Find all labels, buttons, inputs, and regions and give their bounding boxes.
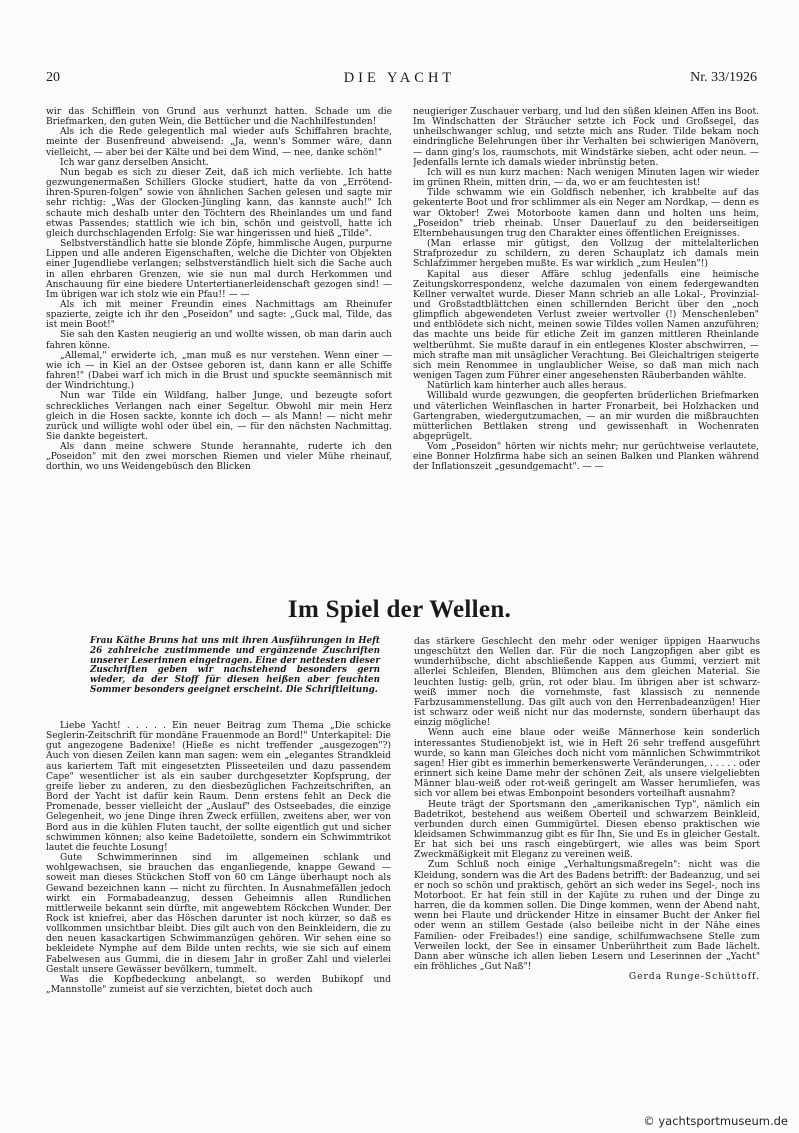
- paragraph: „Allemal," erwiderte ich, „man muß es nur verstehen. Wenn einer — wie ich — in Kiel an der Ostsee geboren ist, dann kann er alle Schiffe fahren!" (Dabei warf ich mich in die Brust und spuckte seemännisch mit der Windrichtung.): [46, 350, 392, 392]
- paragraph: wir das Schifflein von Grund aus verhunzt hatten. Schade um die Briefmarken, den guten Wein, die Bettücher und die Nachhilfestunden!: [46, 107, 392, 128]
- paragraph: Als ich mit meiner Freundin eines Nachmittags am Rheinufer spazierte, zeigte ich ihr den „Poseidon" und sagte: „Guck mal, Tilde, das ist mein Boot!": [46, 299, 392, 331]
- article-headline: Im Spiel der Wellen.: [287, 596, 512, 623]
- author-signature: Gerda Runge-Schüttoff.: [628, 972, 760, 983]
- paragraph: Vom „Poseidon" hörten wir nichts mehr; nur gerüchtweise verlautete, eine Bonner Holzfirma habe sich an seinen Balken und Planken während der Inflationszeit „gesundgemacht". — —: [413, 442, 759, 473]
- paragraph: Willibald wurde gezwungen, die geopferten brüderlichen Briefmarken und väterlichen Weinflaschen in harter Fronarbeit, bei Holzhacken und Gartengraben, wiedergutzumachen, — an mir wurden die mißbrauchten mütterlichen Bettlaken streng und gewissenhaft in Wochenraten abgeprügelt.: [413, 391, 759, 442]
- magazine-title: DIE YACHT: [343, 70, 456, 86]
- paragraph: Selbstverständlich hatte sie blonde Zöpfe, himmlische Augen, purpurne Lippen und alle anderen Eigenschaften, welche die Dichter von Objekten einer Jugendliebe verlangen; selbstverständlich hielt sich die Sache auch in allen ehrbaren Grenzen, wie sie nun mal durch Herkommen und Anschauung für eine biedere Untertertianerleidenschaft gezogen sind! — Im übrigen war ich stolz wie ein Pfau!! — —: [46, 239, 392, 300]
- story-column-left: [46, 107, 392, 567]
- paragraph: Ich will es nun kurz machen: Nach wenigen Minuten lagen wir wieder im grünen Rhein, mitten drin, — da, wo er am feuchtesten ist!: [413, 167, 759, 189]
- paragraph: Natürlich kam hinterher auch alles heraus.: [427, 381, 627, 392]
- paragraph: Nun war Tilde ein Wildfang, halber Junge, und bezeugte sofort schreckliches Verlangen nach einer Segeltur. Obwohl mir mein Herz gleich in die Hosen sackte, konnte ich doch — als Mann! — nicht mehr zurück und willigte wohl oder übel ein, — für den nächsten Nachmittag. Sie dankte begeistert.: [46, 391, 392, 442]
- paragraph: neugieriger Zuschauer verbarg, und lud den süßen kleinen Affen ins Boot. Im Windschatten der Sträucher setzte ich Fock und Großsegel, das unheilschwanger schlug, und setzte mich ans Ruder. Tilde bekam noch eindringliche Belehrungen über ihr Verhalten bei schwierigen Manövern, — dann ging's los, raumschots, mit Windstärke sieben, acht oder neun. — Jedenfalls lernte ich damals wieder inbrünstig beten.: [413, 107, 759, 168]
- paragraph: Sie sah den Kasten neugierig an und wollte wissen, ob man darin auch fahren könne.: [46, 330, 392, 351]
- paragraph: Kapital aus dieser Affäre schlug jedenfalls eine heimische Zeitungskorrespondenz, welche dazumalen von einem federgewandten Kellner verwaltet wurde. Dieser Mann schrieb an alle Lokal-, Provinzial- und Großstadtblättchen einen schillernden Bericht über den „noch glimpflich abgewendeten Verlust zweier wertvoller (!) Menschenleben" und entblödete sich nicht, meinen sowie Tildes vollen Namen anzuführen; das machte uns beide für etliche Zeit im ganzen mittleren Rheinlande weltberühmt. Sie mußte darauf in ein entlegenes Kloster abschwirren, — mich strafte man mit unsäglicher Verachtung. Bei Gleichaltrigen steigerte sich mein Renommee in unglaublicher Weise, so daß man mich nach wenigen Tagen zum Führer einer angesehensten Räuberbanden wählte.: [413, 269, 759, 382]
- paragraph: Heute trägt der Sportsmann den „amerikanischen Typ", nämlich ein Badetrikot, bestehend aus weißem Oberteil und schwarzem Beinkleid, verbunden durch einen Gummigürtel. Diesen ebenso praktischen wie kleidsamen Schwimmanzug gibt es für Ihn, Sie und Es in gleicher Gestalt. Er hat sich bei uns rasch eingebürgert, wie alles was beim Sport Zweckmäßigkeit mit Eleganz zu vereinen weiß.: [414, 799, 760, 861]
- paragraph: Was die Kopfbedeckung anbelangt, so werden Bubikopf und „Mannstolle" zumeist auf sie verzichten, bietet doch auch: [46, 974, 391, 996]
- paragraph: Ich war ganz derselben Ansicht.: [60, 157, 209, 168]
- issue-number: Nr. 33/1926: [690, 70, 757, 85]
- page-number: 20: [46, 70, 60, 85]
- paragraph: Gute Schwimmerinnen sind im allgemeinen schlank und wohlgewachsen, sie brauchen das enganliegende, knappe Gewand — soweit man dieses Stückchen Stoff von 60 cm Länge überhaupt noch als Gewand bezeichnen kann — nicht zu fürchten. In Ausnahmefällen jedoch wirkt ein Formabadeanzug, dessen Geheimnis allen Rundlichen mittlerweile bekannt sein dürfte, mit angewebtem Röckchen Wunder. Der Rock ist kniefrei, aber das Höschen darunter ist noch kürzer, so daß es vollkommen unsichtbar bleibt. Dies gilt auch von den Beinkleidern, die zu den neuen kasackartigen Schwimmanzügen gehören. Wir sehen eine so bekleidete Nymphe auf dem Bilde unten rechts, wie sie sich auf einem Fabelwesen aus Gummi, die in diesem Jahr in großer Zahl und vielerlei Gestalt unsere Gewässer bevölkern, tummelt.: [46, 853, 391, 975]
- editorial-intro: Frau Käthe Bruns hat uns mit ihren Ausführungen in Heft 26 zahlreiche zustimmende und ergänzende Zuschriften unserer Leserinnen eingetragen. Eine der nettesten dieser Zuschriften geben wir nachstehend besonders gern wieder, da der Stoff für diesen heißen aber feuchten Sommer besonders geeignet erscheint. Die Schriftleitung.: [90, 636, 380, 695]
- watermark: © yachtsportmuseum.de: [640, 1113, 791, 1129]
- article-column-left: [46, 721, 391, 1091]
- paragraph: (Man erlasse mir gütigst, den Vollzug der mittelalterlichen Strafprozedur zu schildern, zu deren Schauplatz ich damals mein Schlafzimmer hergeben mußte. Es war wirklich „zum Heulen"!): [413, 239, 759, 270]
- paragraph: Als dann meine schwere Stunde herannahte, ruderte ich den „Poseidon" mit den zwei morschen Riemen und vieler Mühe rheinauf, dorthin, wo uns Weidengebüsch den Blicken: [46, 442, 392, 473]
- paragraph: Liebe Yacht! . . . . . Ein neuer Beitrag zum Thema „Die schicke Seglerin-Zeitschrift für mondäne Frauenmode an Bord!" Unterkapitel: Die gut angezogene Badenixe! (Hieße es nicht treffender „ausgezogen"?) Auch von diesen Zeilen kann man sagen: wem ein „elegantes Strandkleid aus kariertem Taft mit eingesetzten Plisseeteilen und dazu passendem Cape" wesentlicher ist als ein sauber durchgesetzter Kopfsprung, der greife lieber zu anderen, zu den diesbezüglichen Fachzeitschriften, an Bord der Yacht ist dafür kein Raum. Denn erstens fehlt an Deck die Promenade, besser vielleicht der „Auslauf" des Ostseebades, die einzige Gelegenheit, wo jene Dinge ihren Zweck erfüllen, zweitens aber, wer von Bord aus in die kühlen Fluten taucht, der sollte eigentlich gut und sicher schwimmen können; also keine Badetoilette, sondern ein Schwimmtrikot lautet die feuchte Losung!: [46, 721, 391, 853]
- story-column-right: [413, 107, 759, 567]
- article-column-right: [414, 637, 760, 1089]
- paragraph: Zum Schluß noch einige „Verhaltungsmaßregeln": nicht was die Kleidung, sondern was die Art des Badens betrifft: der Badeanzug, und sei er noch so schön und praktisch, gehört an sich weder ins Segel-, noch ins Motorboot. Er hat fein still in der Kajüte zu ruhen und der Dinge zu harren, die da kommen sollen. Die Dinge kommen, wenn der Abend naht, wenn bei Flaute und drückender Hitze in einsamer Bucht der Anker fiel oder wenn an stillem Gestade (also beileibe nicht in der Nähe eines Familien- oder Freibades!) eine sandige, schilfumwachsene Stelle zum Verweilen lockt, der See in einsamer Unberührtheit zum Bade lächelt. Dann aber wünsche ich allen lieben Lesern und Leserinnen der „Yacht" ein fröhliches „Gut Naß"!: [414, 860, 760, 972]
- paragraph: Tilde schwamm wie ein Goldfisch nebenher, ich krabbelte auf das gekenterte Boot und fror schlimmer als ein Neger am Nordkap, — denn es war Oktober! Zwei Motorboote kamen dann und holten uns heim, „Poseidon" trieb rheinab. Unser Dauerlauf zu den beiderseitigen Elternbehausungen trug den Charakter eines öffentlichen Ereignisses.: [413, 188, 759, 239]
- paragraph: Nun begab es sich zu dieser Zeit, daß ich mich verliebte. Ich hatte gezwungenermaßen Schillers Glocke studiert, hatte da von „Errötend-ihren-Spuren-folgen" sowie von ähnlichen Sachen gelesen und sagte mir sehr richtig: „Was der Glocken-Jüngling kann, das kannste auch!" Ich schaute mich deshalb unter den Töchtern des Rheinlandes um und fand etwas Passendes; stattlich wie ich bin, schön und geistvoll, hatte ich gleich durchschlagenden Erfolg: Sie war hingerissen und hieß „Tilde".: [46, 167, 392, 239]
- paragraph: das stärkere Geschlecht den mehr oder weniger üppigen Haarwuchs ungeschützt den Wellen dar. Für die noch Langzopfigen aber gibt es wunderhübsche, dicht abschließende Kappen aus Gummi, verziert mit allerlei Schleifen, Blenden, Blümchen aus dem gleichen Material. Sie leuchten lustig: gelb, grün, rot oder blau. Im übrigen aber ist schwarz-weiß immer noch die vornehmste, fast klassisch zu nennende Farbzusammenstellung. Das gilt auch von den Herrenbadeanzügen! Hier ist schwarz oder weiß nicht nur das modernste, sondern überhaupt das einzig mögliche!: [414, 637, 760, 729]
- paragraph: Wenn auch eine blaue oder weiße Männerhose kein sonderlich interessantes Studienobjekt ist, wie in Heft 26 sehr treffend ausgeführt wurde, so kann man Gleiches doch nicht vom männlichen Schwimmtrikot sagen! Hier gibt es immerhin bemerkenswerte Veränderungen, . . . . . oder erinnert sich keine Dame mehr der schönen Zeit, als unsere vielgeliebten Männer blau-weiß oder rot-weiß geringelt am Wasser herumliefen, was sich vor allem bei etwas Embonpoint besonders vorteilhaft ausnahm?: [414, 728, 760, 800]
- paragraph: Als ich die Rede gelegentlich mal wieder aufs Schiffahren brachte, meinte der Busenfreund abweisend: „Ja, wenn's Sommer wäre, dann vielleicht, — aber bei der Kälte und bei dem Wind, — nee, danke schön!": [46, 127, 392, 158]
